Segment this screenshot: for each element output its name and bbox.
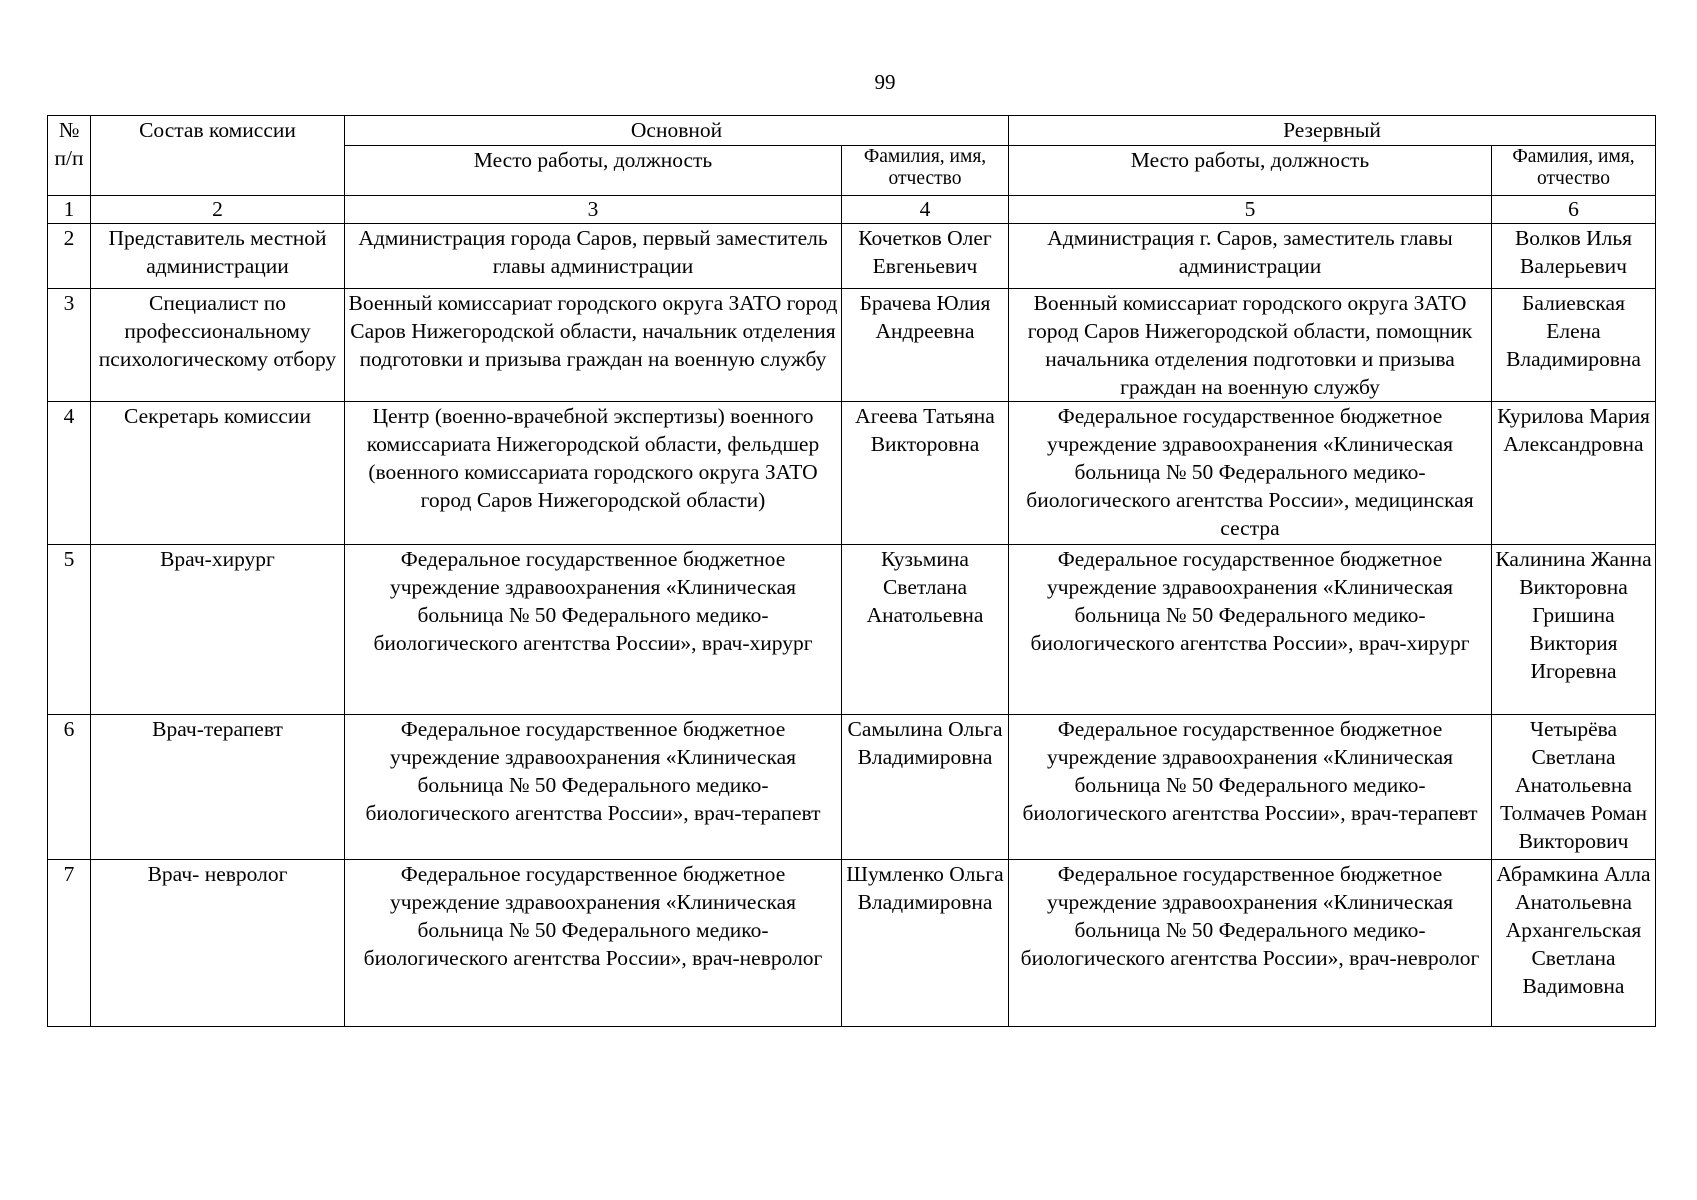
row-number: 3 [48, 289, 91, 402]
row-main-workplace: Военный комиссариат городского округа ЗАТО город Саров Нижегородской области, начальник отделения подготовки и призыва граждан на военную службу [345, 289, 842, 402]
header-main-group: Основной [345, 116, 1009, 146]
reserve-fio-name: Абрамкина Алла Анатольевна [1496, 862, 1651, 914]
row-role: Врач-терапевт [91, 715, 345, 860]
row-main-fio: Кочетков Олег Евгеньевич [842, 224, 1009, 289]
row-main-fio: Кузьмина Светлана Анатольевна [842, 545, 1009, 715]
row-main-workplace: Федеральное государственное бюджетное учреждение здравоохранения «Клиническая больница № 50 Федерального медико-биологического агентства России», врач-невролог [345, 860, 842, 1027]
table-row [48, 402, 1656, 545]
column-numbers-row [48, 196, 1656, 224]
row-reserve-workplace: Федеральное государственное бюджетное учреждение здравоохранения «Клиническая больница № 50 Федерального медико-биологического агентства России», врач-терапевт [1009, 715, 1492, 860]
row-role: Специалист по профессиональному психологическому отбору [91, 289, 345, 402]
row-reserve-fio [1492, 860, 1656, 1027]
row-reserve-workplace: Военный комиссариат городского округа ЗАТО город Саров Нижегородской области, помощник начальника отделения подготовки и призыва граждан на военную службу [1009, 289, 1492, 402]
row-reserve-fio [1492, 402, 1656, 545]
row-reserve-fio [1492, 715, 1656, 860]
row-reserve-workplace: Федеральное государственное бюджетное учреждение здравоохранения «Клиническая больница № 50 Федерального медико-биологического агентства России», врач-хирург [1009, 545, 1492, 715]
row-reserve-workplace: Федеральное государственное бюджетное учреждение здравоохранения «Клиническая больница № 50 Федерального медико-биологического агентства России», врач-невролог [1009, 860, 1492, 1027]
row-main-workplace: Центр (военно-врачебной экспертизы) военного комиссариата Нижегородской области, фельдшер (военного комиссариата городского округа ЗАТО город Саров Нижегородской области) [345, 402, 842, 545]
header-reserve-fio: Фамилия, имя, отчество [1492, 146, 1656, 196]
row-main-fio: Шумленко Ольга Владимировна [842, 860, 1009, 1027]
row-role: Врач- невролог [91, 860, 345, 1027]
column-number: 6 [1492, 196, 1656, 224]
page-number: 99 [874, 70, 896, 94]
reserve-fio-name: Толмачев Роман Викторович [1499, 801, 1647, 853]
row-reserve-workplace: Федеральное государственное бюджетное учреждение здравоохранения «Клиническая больница № 50 Федерального медико-биологического агентства России», медицинская сестра [1009, 402, 1492, 545]
header-num: № п/п [48, 116, 91, 196]
reserve-fio-name: Гришина Виктория Игоревна [1529, 603, 1618, 683]
row-number: 7 [48, 860, 91, 1027]
row-main-fio: Агеева Татьяна Викторовна [842, 402, 1009, 545]
row-number: 5 [48, 545, 91, 715]
table-row [48, 289, 1656, 402]
row-reserve-fio [1492, 289, 1656, 402]
row-role: Секретарь комиссии [91, 402, 345, 545]
row-role: Представитель местной администрации [91, 224, 345, 289]
header-reserve-group: Резервный [1009, 116, 1656, 146]
header-reserve-workplace: Место работы, должность [1009, 146, 1492, 196]
row-main-fio: Брачева Юлия Андреевна [842, 289, 1009, 402]
row-main-workplace: Федеральное государственное бюджетное учреждение здравоохранения «Клиническая больница № 50 Федерального медико-биологического агентства России», врач-хирург [345, 545, 842, 715]
row-reserve-fio [1492, 545, 1656, 715]
row-main-workplace: Федеральное государственное бюджетное учреждение здравоохранения «Клиническая больница № 50 Федерального медико-биологического агентства России», врач-терапевт [345, 715, 842, 860]
row-reserve-workplace: Администрация г. Саров, заместитель главы администрации [1009, 224, 1492, 289]
header-row-1 [48, 116, 1656, 146]
row-reserve-fio [1492, 224, 1656, 289]
table-row [48, 715, 1656, 860]
table-row [48, 224, 1656, 289]
reserve-fio-name: Балиевская Елена Владимировна [1506, 291, 1641, 371]
reserve-fio-name: Волков Илья Валерьевич [1514, 226, 1633, 278]
row-main-workplace: Администрация города Саров, первый заместитель главы администрации [345, 224, 842, 289]
row-role: Врач-хирург [91, 545, 345, 715]
header-main-workplace: Место работы, должность [345, 146, 842, 196]
column-number: 3 [345, 196, 842, 224]
table-row [48, 860, 1656, 1027]
header-main-fio: Фамилия, имя, отчество [842, 146, 1009, 196]
reserve-fio-name: Архангельская Светлана Вадимовна [1505, 918, 1642, 998]
commission-table [47, 115, 1656, 1027]
row-number: 4 [48, 402, 91, 545]
header-composition: Состав комиссии [91, 116, 345, 196]
reserve-fio-name: Калинина Жанна Викторовна [1495, 547, 1652, 599]
column-number: 2 [91, 196, 345, 224]
table-row [48, 545, 1656, 715]
reserve-fio-name: Курилова Мария Александровна [1497, 404, 1650, 456]
row-main-fio: Самылина Ольга Владимировна [842, 715, 1009, 860]
row-number: 2 [48, 224, 91, 289]
column-number: 4 [842, 196, 1009, 224]
column-number: 5 [1009, 196, 1492, 224]
column-number: 1 [48, 196, 91, 224]
row-number: 6 [48, 715, 91, 860]
reserve-fio-name: Четырёва Светлана Анатольевна [1515, 717, 1632, 797]
